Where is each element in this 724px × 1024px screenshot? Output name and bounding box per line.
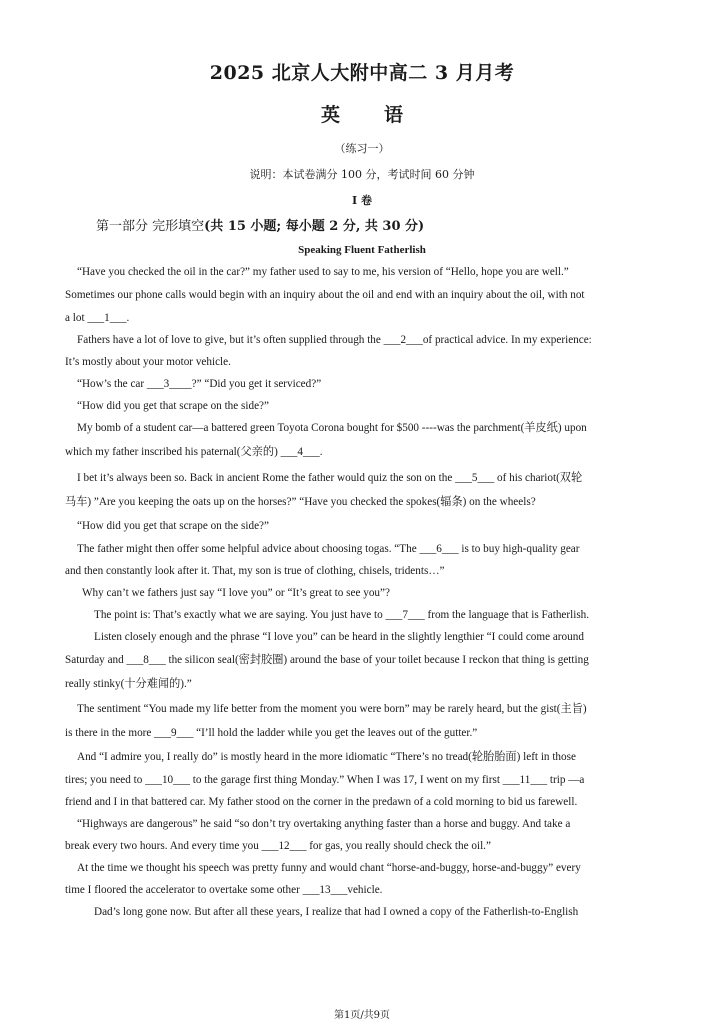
- passage-line: Saturday and ___8___ the silicon seal(密封胶圈) around the base of your toilet because I reckon that thing is getting: [65, 654, 589, 666]
- passage-line: and then constantly look after it. That, my son is true of clothing, chisels, tridents…”: [65, 565, 445, 577]
- passage-line: Listen closely enough and the phrase “I love you” can be heard in the slightly lengthier “I could come around: [94, 631, 584, 643]
- passage-line: My bomb of a student car—a battered green Toyota Corona bought for $500 ----was the parchment(羊皮纸) upon: [77, 422, 587, 434]
- passage-line: Why can’t we fathers just say “I love you” or “It’s great to see you”?: [82, 587, 390, 599]
- part-prefix: 第一部分 完形填空: [96, 219, 205, 234]
- passage-line: “How’s the car ___3____?” “Did you get it serviced?”: [77, 378, 322, 390]
- passage-line: is there in the more ___9___ “I’ll hold the ladder while you get the leaves out of the gutter.”: [65, 727, 478, 739]
- passage-line: 马车) ”Are you keeping the oats up on the horses?” “Have you checked the spokes(辐条) on the wheels?: [65, 496, 536, 508]
- part-scoring: (共 15 小题; 每小题 2 分, 共 30 分): [204, 219, 425, 234]
- passage-line: The father might then offer some helpful advice about choosing togas. “The ___6___ is to buy high-quality gear: [77, 543, 580, 555]
- passage-line: Dad’s long gone now. But after all these years, I realize that had I owned a copy of the Fatherlish-to-English: [94, 906, 579, 918]
- volume-label: I 卷: [352, 194, 372, 207]
- passage-line: The sentiment “You made my life better from the moment you were born” may be rarely heard, but the gist(主旨): [77, 703, 587, 715]
- passage-line: “How did you get that scrape on the side?”: [77, 520, 269, 532]
- practice-label: （练习一）: [334, 142, 390, 155]
- passage-line: a lot ___1___.: [65, 312, 130, 324]
- passage-title: Speaking Fluent Fatherlish: [298, 244, 426, 256]
- passage-line: At the time we thought his speech was pretty funny and would chant “horse-and-buggy, horse-and-buggy” every: [77, 862, 581, 874]
- subject-heading: 英语: [320, 104, 447, 126]
- passage-line: “How did you get that scrape on the side?”: [77, 400, 269, 412]
- passage-line: really stinky(十分难闻的).”: [65, 678, 192, 690]
- passage-line: time I floored the accelerator to overtake some other ___13___vehicle.: [65, 884, 383, 896]
- passage-line: I bet it’s always been so. Back in ancient Rome the father would quiz the son on the ___5___ of his chariot(双轮: [77, 472, 583, 484]
- passage-line: Sometimes our phone calls would begin with an inquiry about the oil and end with an inquiry about the oil, with not: [65, 289, 585, 301]
- passage-line: Fathers have a lot of love to give, but it’s often supplied through the ___2___of practical advice. In my experience:: [77, 334, 592, 346]
- part-heading: [96, 215, 424, 234]
- passage-line: friend and I in that battered car. My father stood on the corner in the predawn of a cold morning to bid us farewell.: [65, 796, 578, 808]
- exam-note: 说明：本试卷满分 100 分，考试时间 60 分钟: [249, 168, 475, 181]
- passage-line: which my father inscribed his paternal(父亲的) ___4___.: [65, 446, 323, 458]
- passage-line: And “I admire you, I really do” is mostly heard in the more idiomatic “There’s no tread(轮胎胎面) left in those: [77, 751, 576, 763]
- passage-line: “Highways are dangerous” he said “so don’t try overtaking anything faster than a horse and buggy. And take a: [77, 818, 571, 830]
- exam-title: 2025 北京人大附中高二 3 月月考: [209, 62, 515, 84]
- passage-line: It’s mostly about your motor vehicle.: [65, 356, 231, 368]
- passage-line: The point is: That’s exactly what we are saying. You just have to ___7___ from the language that is Fatherlish.: [94, 609, 590, 621]
- passage-line: tires; you need to ___10___ to the garage first thing Monday.” When I was 17, I went on my first ___11___ trip —a: [65, 774, 585, 786]
- passage-line: break every two hours. And every time you ___12___ for gas, you really should check the oil.”: [65, 840, 491, 852]
- passage-line: “Have you checked the oil in the car?” my father used to say to me, his version of “Hello, hope you are well.”: [77, 266, 569, 278]
- page-number: 第1页/共9页: [333, 1010, 391, 1021]
